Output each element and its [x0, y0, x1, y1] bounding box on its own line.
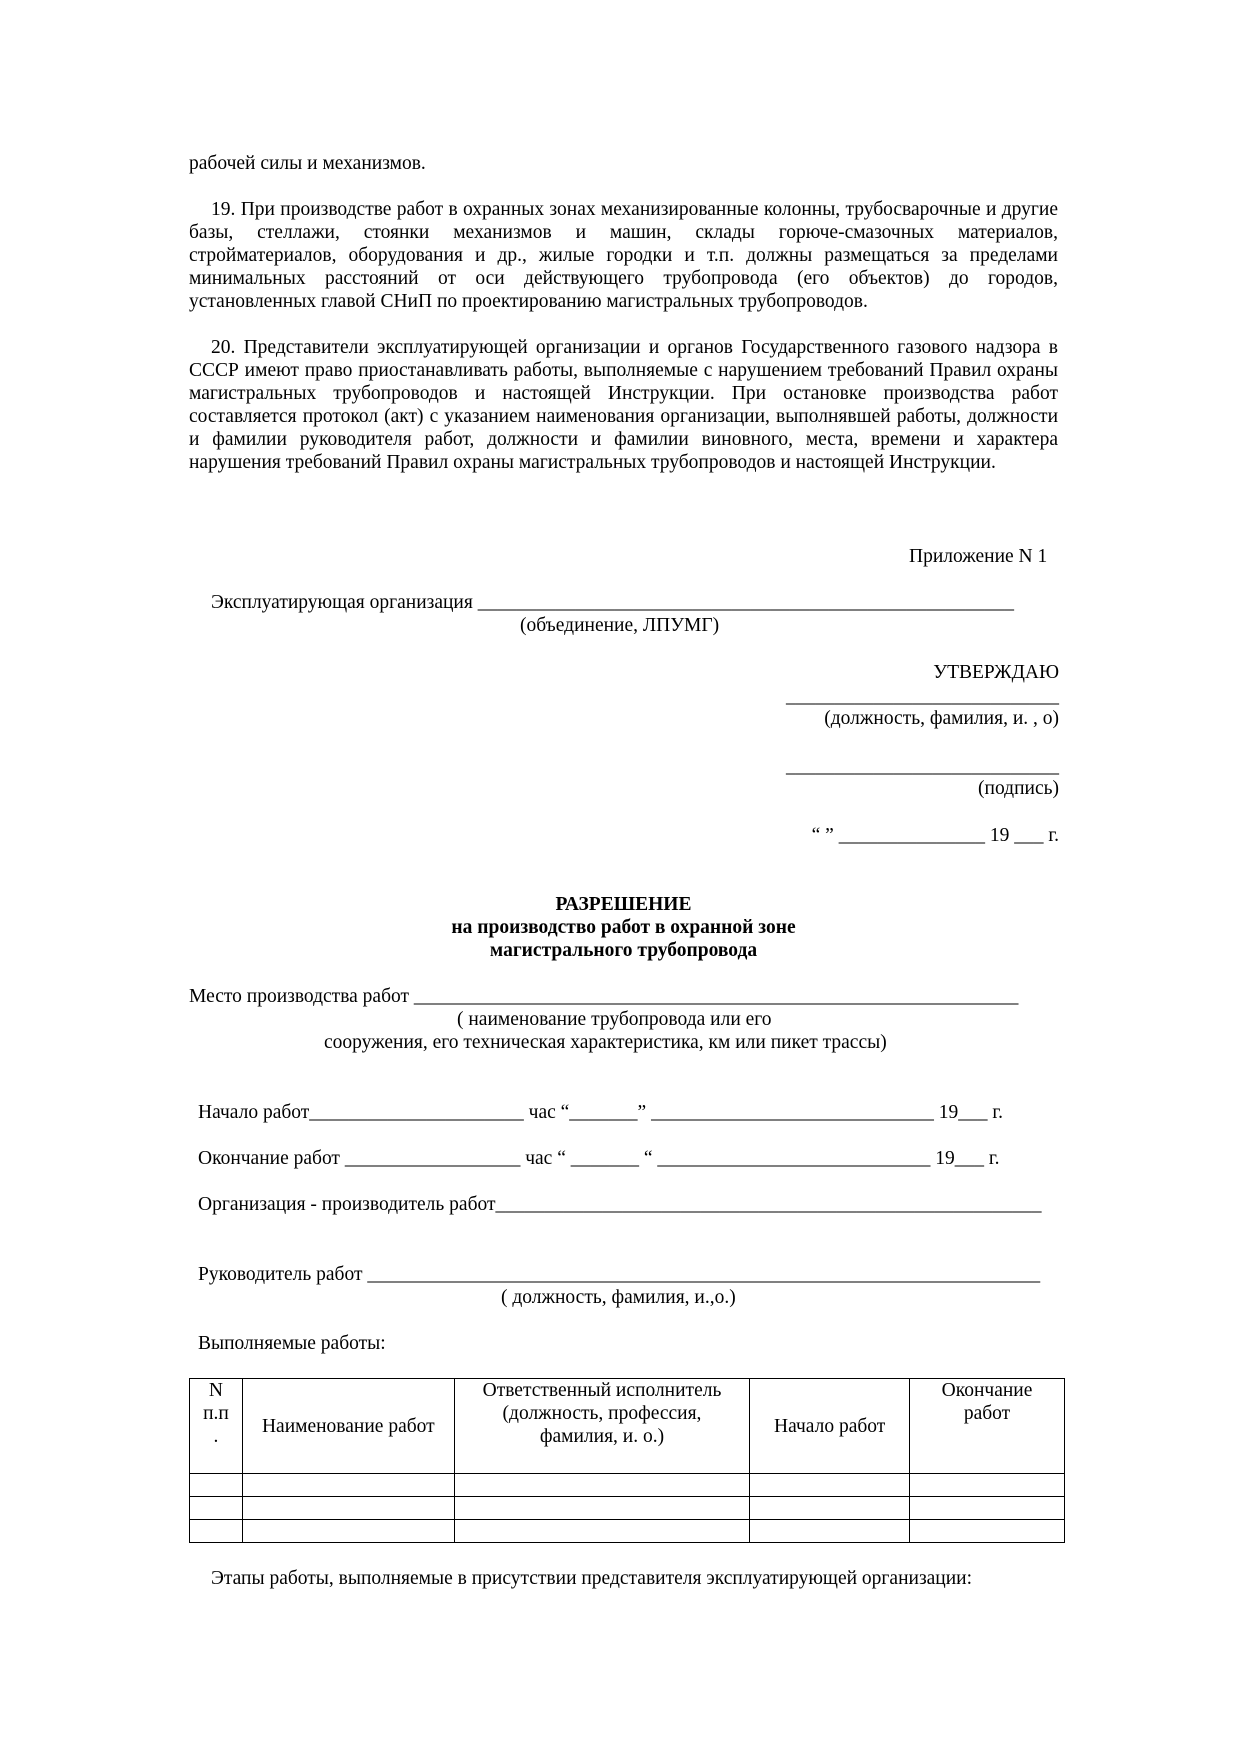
approve-signature-caption: (подпись)	[978, 778, 1059, 799]
work-manager-caption: ( должность, фамилия, и.,о.)	[501, 1287, 736, 1308]
table-cell[interactable]	[750, 1497, 910, 1520]
table-cell[interactable]	[190, 1520, 243, 1543]
permit-subtitle-2: магистрального трубопровода	[489, 940, 758, 961]
table-cell[interactable]	[454, 1497, 750, 1520]
table-cell[interactable]	[242, 1520, 454, 1543]
table-cell[interactable]	[454, 1520, 750, 1543]
work-place-caption-1: ( наименование трубопровода или его	[457, 1009, 772, 1030]
table-cell[interactable]	[910, 1520, 1065, 1543]
work-start-line: Начало работ______________________ час “_______” _____________________________ 19___ г.	[198, 1102, 1004, 1123]
table-row	[190, 1474, 1065, 1497]
table-row	[190, 1520, 1065, 1543]
work-end-line: Окончание работ __________________ час “ _______ “ ____________________________ 19___ г.	[198, 1148, 1000, 1169]
table-cell[interactable]	[242, 1474, 454, 1497]
approve-date-line: “ ” _______________ 19 ___ г.	[811, 825, 1059, 846]
approve-signature-line: ____________________________	[786, 756, 1059, 777]
header-start: Начало работ	[750, 1379, 910, 1474]
header-responsible: Ответственный исполнитель (должность, профессия, фамилия, и. о.)	[454, 1379, 750, 1474]
table-cell[interactable]	[910, 1497, 1065, 1520]
table-cell[interactable]	[454, 1474, 750, 1497]
works-table	[189, 1378, 1065, 1543]
table-cell[interactable]	[242, 1497, 454, 1520]
table-cell[interactable]	[910, 1474, 1065, 1497]
table-cell[interactable]	[750, 1520, 910, 1543]
permit-title: РАЗРЕШЕНИЕ	[555, 894, 692, 915]
work-place-line: Место производства работ ______________________________________________________________	[189, 986, 1019, 1007]
work-manager-line: Руководитель работ _____________________________________________________________________	[198, 1264, 1041, 1285]
appendix-label: Приложение N 1	[909, 546, 1048, 567]
approve-position-caption: (должность, фамилия, и. , о)	[824, 708, 1059, 729]
contractor-organization-line: Организация - производитель работ________________________________________________________	[198, 1194, 1042, 1215]
header-number: N п.п .	[190, 1379, 243, 1474]
table-cell[interactable]	[750, 1474, 910, 1497]
approve-position-line: ____________________________	[786, 686, 1059, 707]
stages-line: Этапы работы, выполняемые в присутствии представителя эксплуатирующей организации:	[211, 1568, 973, 1589]
table-cell[interactable]	[190, 1474, 243, 1497]
work-place-caption-2: сооружения, его техническая характеристика, км или пикет трассы)	[324, 1032, 887, 1053]
table-row	[190, 1497, 1065, 1520]
works-label: Выполняемые работы:	[198, 1333, 386, 1354]
header-work-name: Наименование работ	[242, 1379, 454, 1474]
operating-organization-line: Эксплуатирующая организация _______________________________________________________	[211, 592, 1014, 613]
paragraph-19: 19. При производстве работ в охранных зонах механизированные колонны, трубосварочные и другие базы, стеллажи, стоянки механизмов и машин, склады горюче-смазочных материалов, стройматериалов, оборудования и др., жилые городки и т.п. должны размещаться за пределами минимальных расстояний от оси действующего трубопровода (его объектов) до городов, установленных главой СНиП по проектированию магистральных трубопроводов.	[189, 199, 1058, 312]
approve-title: УТВЕРЖДАЮ	[933, 662, 1059, 683]
operating-organization-caption: (объединение, ЛПУМГ)	[520, 615, 720, 636]
table-cell[interactable]	[190, 1497, 243, 1520]
permit-subtitle-1: на производство работ в охранной зоне	[451, 917, 796, 938]
works-table-header-row	[190, 1379, 1065, 1474]
header-end: Окончание работ	[910, 1379, 1065, 1474]
top-line: рабочей силы и механизмов.	[189, 153, 426, 174]
paragraph-20: 20. Представители эксплуатирующей организации и органов Государственного газового надзора в СССР имеют право приостанавливать работы, выполняемые с нарушением требований Правил охраны магистральных трубопроводов и настоящей Инструкции. При остановке производства работ составляется протокол (акт) с указанием наименования организации, выполнявшей работы, должности и фамилии руководителя работ, должности и фамилии виновного, места, времени и характера нарушения требований Правил охраны магистральных трубопроводов и настоящей Инструкции.	[189, 337, 1058, 473]
